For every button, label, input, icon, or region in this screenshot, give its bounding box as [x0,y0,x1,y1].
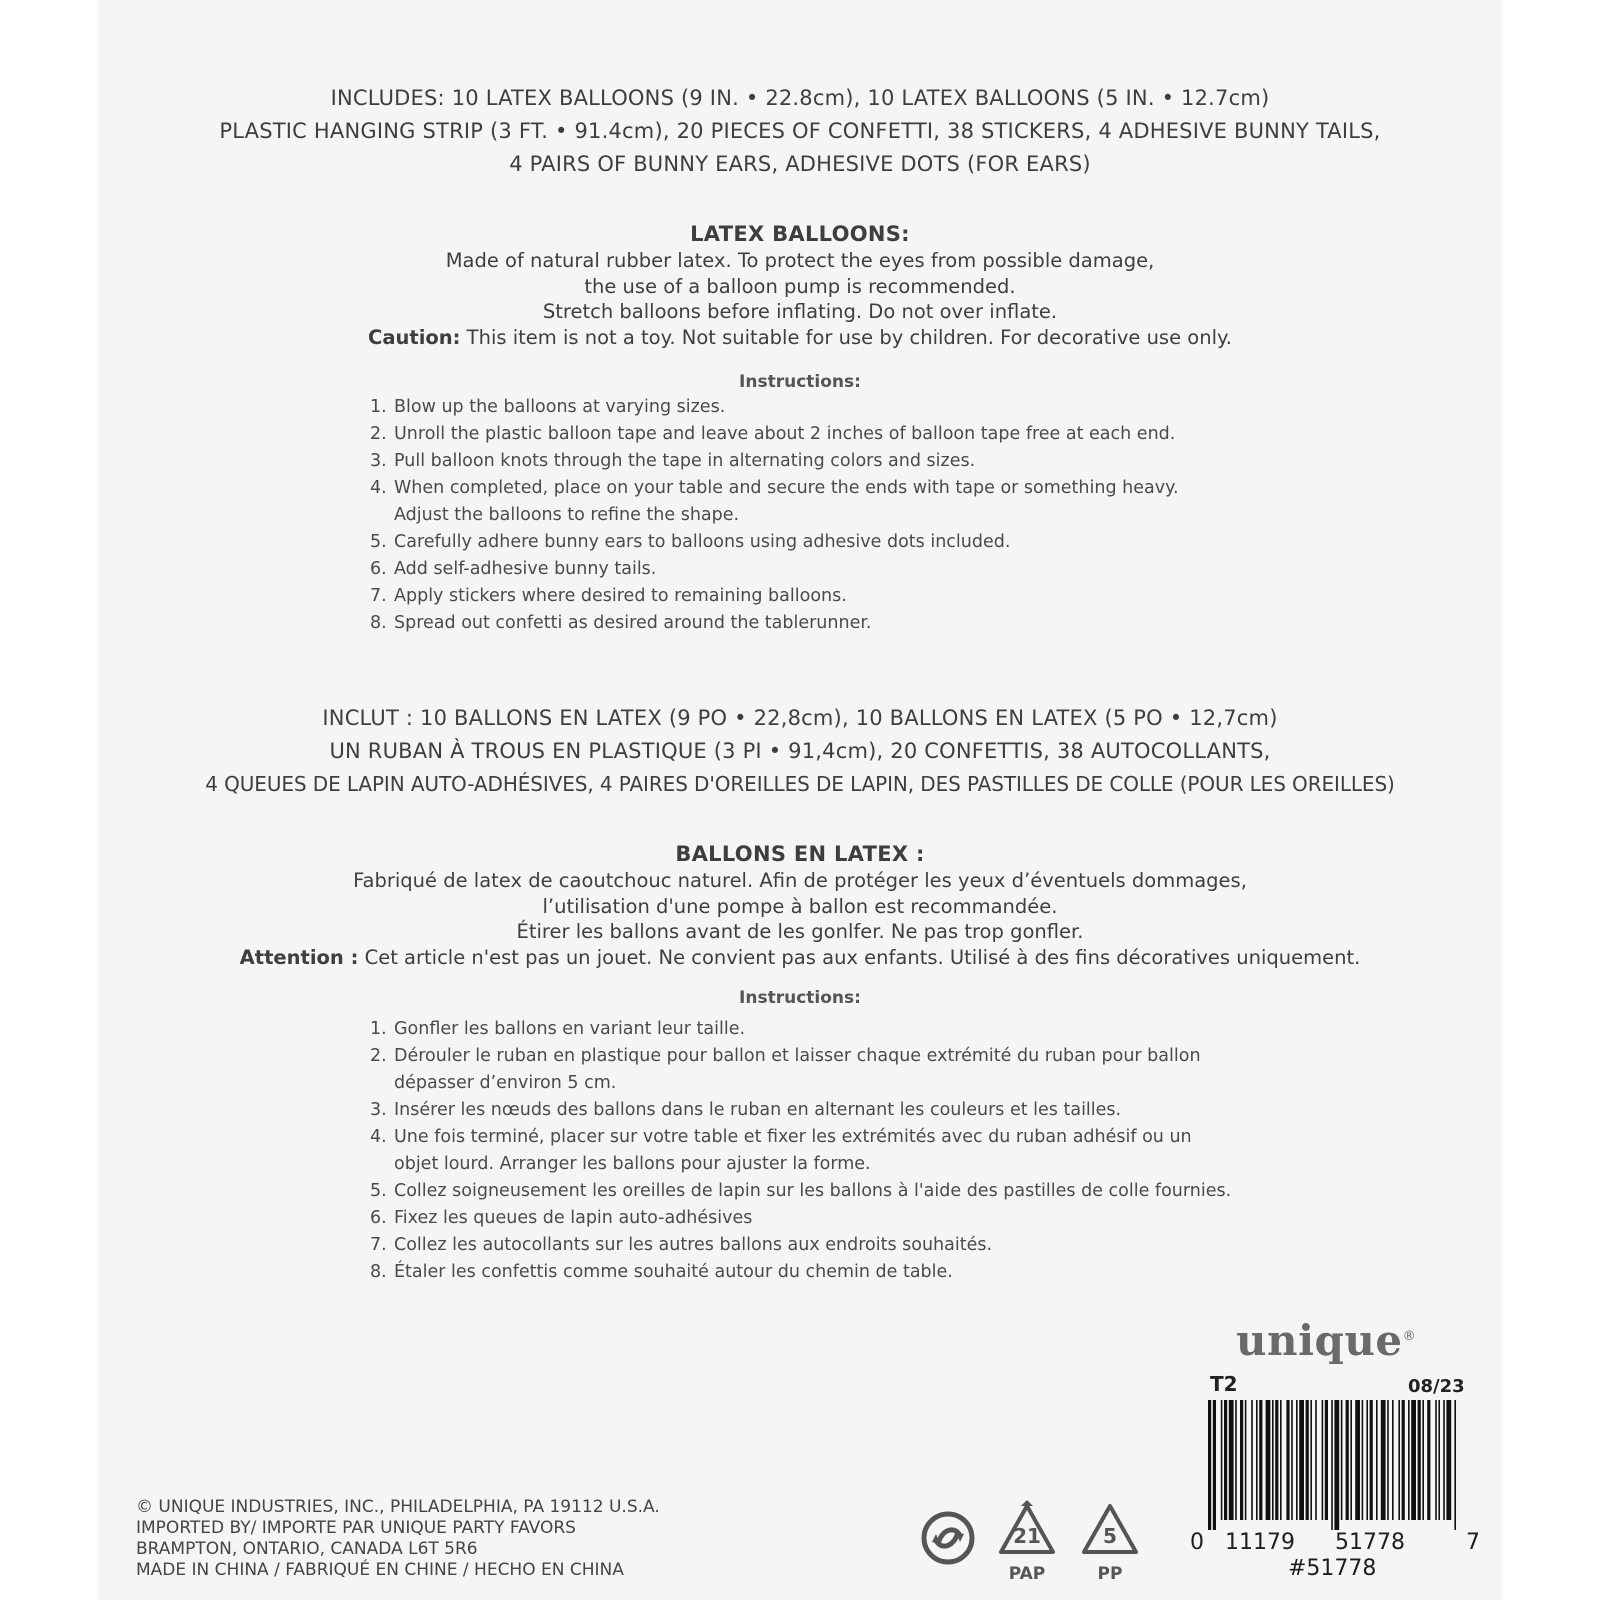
english-includes [98,82,1502,181]
barcode-digit-last: 7 [1466,1530,1480,1555]
list-item [370,421,1270,448]
step-text: Une fois terminé, placer sur votre table et fixer les extrémités avec du ruban adhésif ou un objet lourd. Arranger les ballons pour ajuster la forme. [394,1127,1192,1174]
latex-line: l’utilisation d'une pompe à ballon est recommandée. [542,894,1058,918]
step-number: 6. [370,1208,387,1228]
barcode-bar [1322,1400,1324,1520]
sku-number: #51778 [1288,1556,1377,1581]
barcode-bar [1208,1400,1211,1530]
barcode-bar [1381,1400,1386,1520]
list-item [370,556,1270,583]
barcode-bar [1402,1400,1405,1520]
latex-line: Étirer les ballons avant de les gonlfer. Ne pas trop gonfler. [516,920,1084,943]
step-number: 3. [370,451,387,471]
step-text: Fixez les queues de lapin auto-adhésives [394,1208,753,1228]
recycle-loop-icon [920,1510,976,1566]
step-number: 8. [370,1262,387,1282]
instructions-heading-fr: Instructions: [739,988,861,1008]
manufacturer-info [136,1497,660,1581]
step-text: Gonfler les ballons en variant leur taille. [394,1019,746,1039]
barcode-bar [1443,1400,1445,1520]
step-text: Unroll the plastic balloon tape and leave about 2 inches of balloon tape free at each end. [394,424,1176,444]
list-item [370,1016,1270,1043]
pap-recycling-symbol [995,1500,1065,1600]
barcode-bar [1392,1400,1394,1520]
barcode-bar [1221,1400,1223,1520]
barcode-bar [1435,1400,1437,1520]
list-item [370,1259,1270,1286]
step-text: Insérer les nœuds des ballons dans le ruban en alternant les couleurs et les tailles. [394,1100,1122,1120]
barcode-bar [1296,1400,1298,1520]
barcode-digit-group-right: 51778 [1335,1530,1405,1555]
barcode-bar [1306,1400,1309,1520]
caution-text: This item is not a toy. Not suitable for use by children. For decorative use only. [460,325,1232,349]
french-instructions-list [370,1016,1270,1286]
french-includes [98,702,1502,801]
attention-line [98,945,1502,971]
pap-number: 21 [1013,1524,1041,1548]
barcode-bar [1213,1400,1216,1530]
barcode-bar [1240,1400,1243,1520]
latex-balloons-heading: LATEX BALLOONS: [690,222,910,246]
barcode-bar [1422,1400,1424,1520]
pp-label: PP [1097,1564,1123,1584]
includes-line: 4 PAIRS OF BUNNY EARS, ADHESIVE DOTS (FOR EARS) [509,152,1091,176]
barcode-bar [1291,1400,1293,1520]
barcode-bar [1438,1400,1440,1520]
barcode-bar [1341,1400,1343,1520]
step-number: 6. [370,559,387,579]
barcode-bar [1251,1400,1253,1520]
list-item [370,1232,1270,1259]
list-item [370,529,1270,556]
list-item [370,475,1270,529]
barcode-bar [1418,1400,1421,1520]
instructions-heading: Instructions: [739,372,861,392]
step-number: 5. [370,532,387,552]
list-item [370,1043,1270,1097]
background-left [0,0,98,1600]
barcode-bar [1370,1400,1373,1520]
step-text: Pull balloon knots through the tape in alternating colors and sizes. [394,451,976,471]
barcode-bar [1310,1400,1312,1520]
barcode-digit-first: 0 [1190,1530,1204,1555]
barcode-bar [1299,1400,1304,1520]
list-item [370,610,1270,637]
step-text: Blow up the balloons at varying sizes. [394,397,726,417]
barcode-bar [1346,1400,1349,1520]
registered-mark: ® [1402,1329,1417,1344]
barcode-bar [1256,1400,1258,1520]
step-number: 3. [370,1100,387,1120]
pp-number: 5 [1103,1524,1117,1548]
latex-balloons-text [98,248,1502,350]
list-item [370,583,1270,610]
barcode-bar [1408,1400,1410,1520]
barcode-bar [1275,1400,1278,1520]
footer-line: BRAMPTON, ONTARIO, CANADA L6T 5R6 [136,1539,478,1559]
barcode-bar [1272,1400,1274,1520]
footer-line: © UNIQUE INDUSTRIES, INC., PHILADELPHIA, PA 19112 U.S.A. [136,1497,660,1517]
latex-line: Stretch balloons before inflating. Do not over inflate. [542,300,1058,323]
step-number: 2. [370,1046,387,1066]
brand-name: unique [1236,1316,1403,1365]
latex-line: the use of a balloon pump is recommended. [584,274,1016,298]
includes-line: INCLUDES: 10 LATEX BALLOONS (9 IN. • 22.8cm), 10 LATEX BALLOONS (5 IN. • 12.7cm) [330,86,1270,110]
list-item [370,1178,1270,1205]
step-text: Collez soigneusement les oreilles de lapin sur les ballons à l'aide des pastilles de colle fournies. [394,1181,1232,1201]
barcode-bar [1366,1400,1368,1520]
barcode-bar [1427,1400,1430,1520]
pp-recycling-symbol [1078,1500,1148,1600]
caution-label: Caution: [368,325,461,349]
upc-barcode [1206,1400,1460,1530]
product-code: T2 [1210,1372,1238,1396]
barcode-bar [1355,1400,1360,1520]
step-number: 1. [370,397,387,417]
step-text: Apply stickers where desired to remaining balloons. [394,586,847,606]
step-text: Carefully adhere bunny ears to balloons using adhesive dots included. [394,532,1011,552]
step-number: 4. [370,1127,387,1147]
step-number: 2. [370,424,387,444]
barcode-bar [1411,1400,1416,1520]
print-date: 08/23 [1408,1376,1465,1397]
list-item [370,448,1270,475]
list-item [370,1097,1270,1124]
caution-line [98,325,1502,351]
barcode-bar [1376,1400,1378,1520]
step-text: Collez les autocollants sur les autres ballons aux endroits souhaités. [394,1235,993,1255]
barcode-bar [1259,1400,1262,1520]
step-text: Étaler les confettis comme souhaité autour du chemin de table. [394,1262,953,1282]
footer-line: IMPORTED BY/ IMPORTE PAR UNIQUE PARTY FAVORS [136,1518,576,1538]
step-number: 8. [370,613,387,633]
barcode-bar [1235,1400,1237,1520]
step-number: 7. [370,586,387,606]
step-number: 5. [370,1181,387,1201]
pap-label: PAP [1008,1564,1046,1584]
latex-line: Made of natural rubber latex. To protect the eyes from possible damage, [445,249,1155,272]
barcode-bar [1331,1400,1333,1530]
includes-line: PLASTIC HANGING STRIP (3 FT. • 91.4cm), 20 PIECES OF CONFETTI, 38 STICKERS, 4 ADHESIVE BUNNY TAILS, [219,119,1381,143]
step-number: 7. [370,1235,387,1255]
includes-line: UN RUBAN À TROUS EN PLASTIQUE (3 PI • 91,4cm), 20 CONFETTIS, 38 AUTOCOLLANTS, [329,739,1271,763]
list-item [370,1124,1270,1178]
unique-logo [1236,1316,1416,1365]
list-item [370,1205,1270,1232]
footer-line: MADE IN CHINA / FABRIQUÉ EN CHINE / HECHO EN CHINA [136,1560,624,1580]
barcode-bar [1387,1400,1389,1520]
barcode-bar [1446,1400,1451,1520]
barcode-bar [1325,1400,1328,1520]
barcode-bar [1315,1400,1317,1520]
barcode-bar [1454,1400,1456,1530]
barcode-bar [1245,1400,1247,1520]
step-number: 1. [370,1019,387,1039]
ballons-latex-text [98,868,1502,970]
barcode-bar [1398,1400,1400,1520]
barcode-bar [1280,1400,1282,1520]
step-number: 4. [370,478,387,498]
english-instructions-list [370,394,1270,637]
step-text: Dérouler le ruban en plastique pour ballon et laisser chaque extrémité du ruban pour ballon dépasser d’environ 5 cm. [394,1046,1201,1093]
attention-label: Attention : [239,945,359,969]
barcode-bar [1224,1400,1227,1520]
background-right [1502,0,1600,1600]
includes-line: INCLUT : 10 BALLONS EN LATEX (9 PO • 22,8cm), 10 BALLONS EN LATEX (5 PO • 12,7cm) [322,706,1278,730]
list-item [370,394,1270,421]
step-text: Spread out confetti as desired around the tablerunner. [394,613,872,633]
step-text: When completed, place on your table and secure the ends with tape or something heavy. Adjust the balloons to refine the shape. [394,478,1179,525]
barcode-bar [1229,1400,1234,1520]
barcode-digit-group-left: 11179 [1225,1530,1295,1555]
barcode-bar [1286,1400,1289,1520]
latex-line: Fabriqué de latex de caoutchouc naturel. Afin de protéger les yeux d’éventuels dommages, [353,869,1247,892]
step-text: Add self-adhesive bunny tails. [394,559,657,579]
includes-line: 4 QUEUES DE LAPIN AUTO-ADHÉSIVES, 4 PAIRES D'OREILLES DE LAPIN, DES PASTILLES DE COLLE (POUR LES OREILLES) [205,772,1395,796]
barcode-bar [1350,1400,1352,1520]
barcode-bar [1334,1400,1339,1530]
barcode-bar [1266,1400,1271,1520]
ballons-latex-heading: BALLONS EN LATEX : [675,842,925,866]
attention-text: Cet article n'est pas un jouet. Ne convient pas aux enfants. Utilisé à des fins décoratives uniquement. [358,945,1361,969]
barcode-bar [1362,1400,1364,1520]
